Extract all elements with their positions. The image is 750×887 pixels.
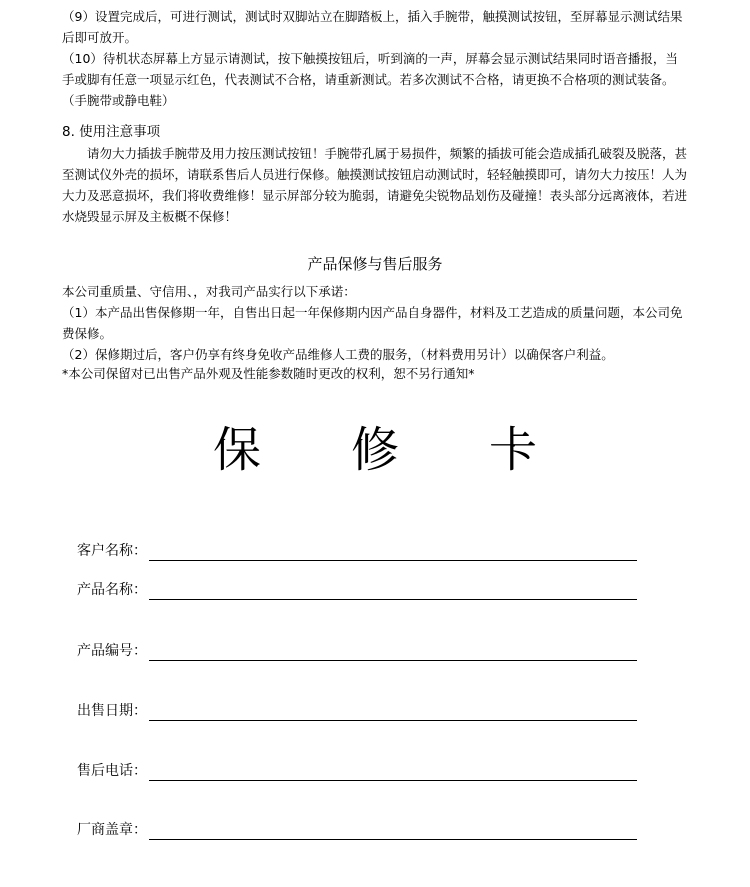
precautions-heading: 8. 使用注意事项 bbox=[62, 124, 161, 140]
customer-name-field[interactable] bbox=[149, 544, 637, 561]
form-row-manufacturer-seal bbox=[77, 816, 637, 840]
precautions-body: 请勿大力插拔手腕带及用力按压测试按钮！手腕带孔属于易损件，频繁的插拔可能会造成插孔破裂及脱落，甚至测试仪外壳的损坏，请联系售后人员进行保修。触摸测试按钮启动测试时，轻轻触摸即可，请勿大力按压！人为大力及恶意损坏，我们将收费维修！显示屏部分较为脆弱，请避免尖锐物品划伤及碰撞！表头部分远离液体，若进水烧毁显示屏及主板概不保修！ bbox=[62, 146, 688, 224]
instruction-step-10: （10）待机状态屏幕上方显示请测试，按下触摸按钮后，听到滴的一声，屏幕会显示测试结果同时语音播报，当手或脚有任意一项显示红色，代表测试不合格，请重新测试。若多次测试不合格，请更换不合格项的测试装备。（手腕带或静电鞋） bbox=[62, 51, 678, 108]
form-row-sale-date bbox=[77, 697, 637, 721]
sale-date-field[interactable] bbox=[149, 704, 637, 721]
form-row-customer-name bbox=[77, 537, 637, 561]
form-row-product-name bbox=[77, 576, 637, 600]
card-title-char: 保 bbox=[212, 422, 261, 478]
warranty-card-title bbox=[0, 420, 750, 480]
warranty-item-2: （2）保修期过后，客户仍享有终身免收产品维修人工费的服务，（材料费用另计）以确保客户利益。 bbox=[62, 347, 614, 362]
card-title-char: 修 bbox=[350, 422, 399, 478]
form-label: 售后电话： bbox=[77, 763, 147, 779]
product-number-field[interactable] bbox=[149, 644, 637, 661]
warranty-title: 产品保修与售后服务 bbox=[307, 255, 443, 273]
card-title-char: 卡 bbox=[489, 422, 538, 478]
product-name-field[interactable] bbox=[149, 583, 637, 600]
warranty-item-1: （1）本产品出售保修期一年，自售出日起一年保修期内因产品自身器件，材料及工艺造成的质量问题，本公司免费保修。 bbox=[62, 305, 683, 341]
warranty-intro: 本公司重质量、守信用、，对我司产品实行以下承诺： bbox=[62, 284, 356, 299]
form-row-product-number bbox=[77, 637, 637, 661]
service-phone-field[interactable] bbox=[149, 764, 637, 781]
instruction-step-9: （9）设置完成后，可进行测试，测试时双脚站立在脚踏板上，插入手腕带，触摸测试按钮，至屏幕显示测试结果后即可放开。 bbox=[62, 9, 683, 45]
form-label: 产品编号： bbox=[77, 643, 147, 659]
form-label: 客户名称： bbox=[77, 543, 147, 559]
form-label: 产品名称： bbox=[77, 582, 147, 598]
form-label: 出售日期： bbox=[77, 703, 147, 719]
form-label: 厂商盖章： bbox=[77, 822, 147, 838]
form-row-service-phone bbox=[77, 757, 637, 781]
warranty-notice: *本公司保留对已出售产品外观及性能参数随时更改的权利，恕不另行通知* bbox=[62, 366, 475, 381]
manufacturer-seal-field[interactable] bbox=[149, 823, 637, 840]
